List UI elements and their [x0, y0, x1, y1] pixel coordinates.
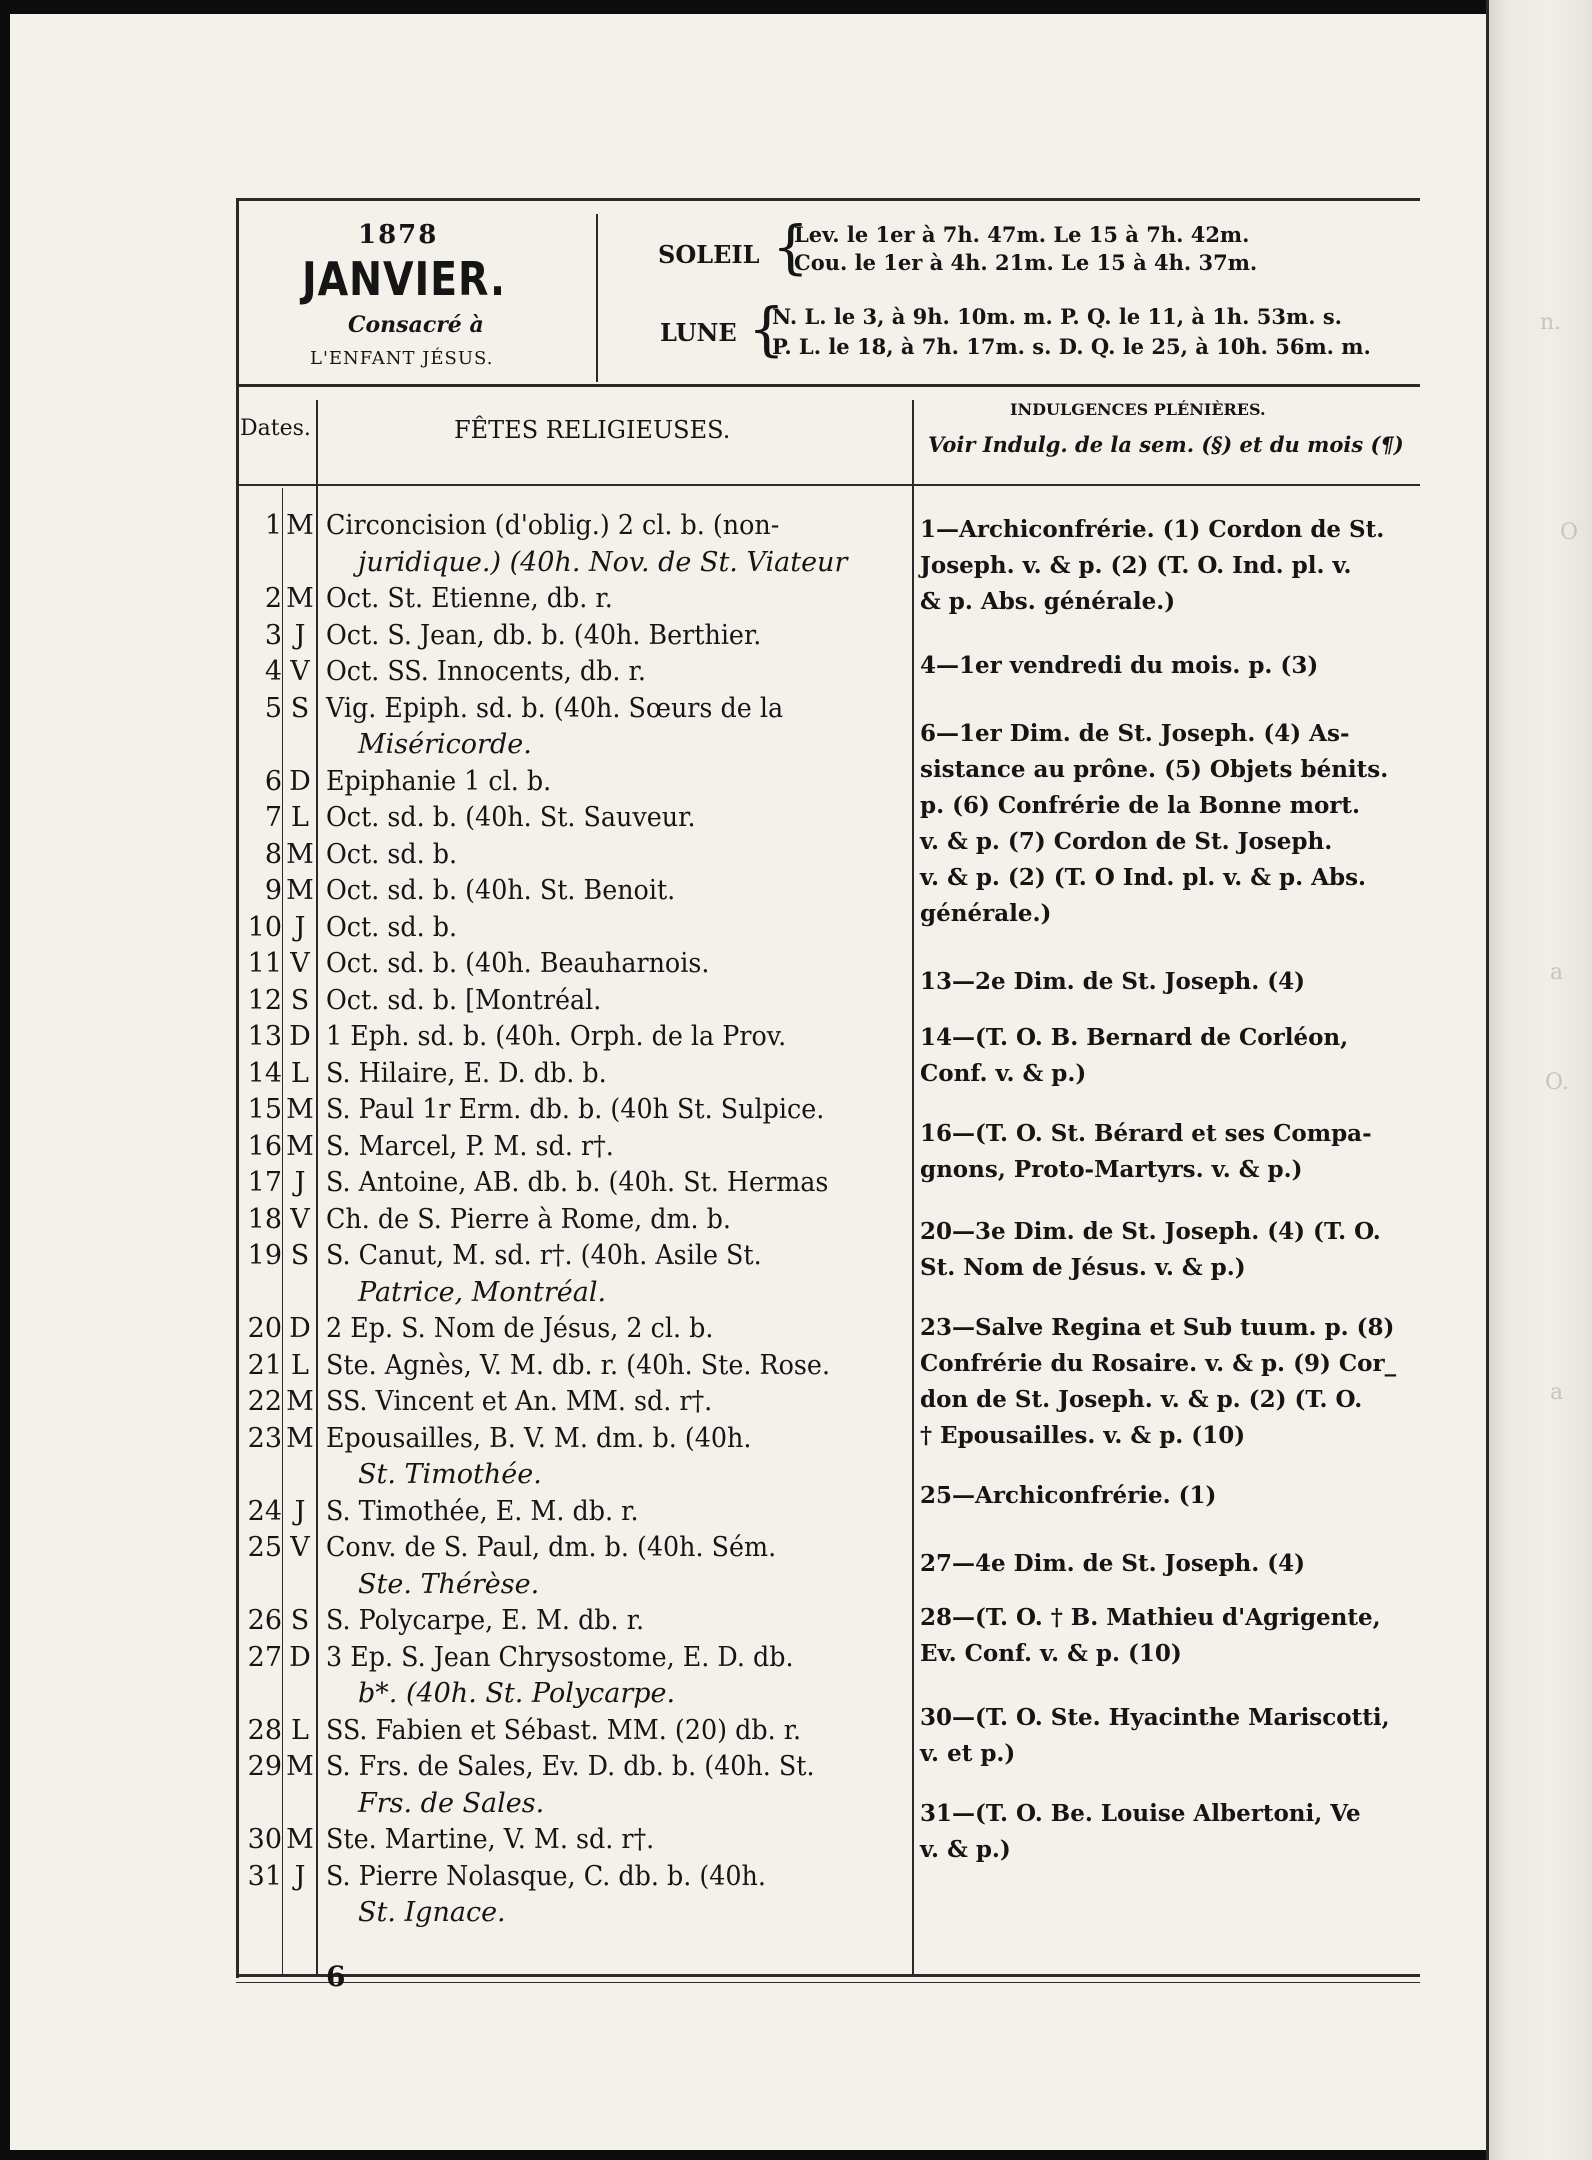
- weekday-letter: M: [286, 875, 314, 906]
- bleed-mark: a: [1550, 1380, 1564, 1405]
- weekday-letter: J: [294, 1495, 306, 1527]
- frame-bottom: [236, 1974, 1420, 1977]
- feast-text: S. Marcel, P. M. sd. r†.: [326, 1130, 614, 1162]
- weekday-letter: L: [291, 802, 309, 833]
- year: 1878: [358, 220, 439, 250]
- indulgence-line: Joseph. v. & p. (2) (T. O. Ind. pl. v.: [920, 552, 1352, 579]
- bleed-mark: O: [1560, 520, 1579, 545]
- feast-text: Oct. sd. b. (40h. St. Sauveur.: [326, 802, 696, 833]
- day-number: 22: [247, 1386, 282, 1417]
- weekday-letter: M: [286, 838, 314, 870]
- weekday-letter: M: [286, 1824, 314, 1855]
- feast-text-continuation: Frs. de Sales.: [358, 1787, 545, 1819]
- weekday-letter: M: [286, 1130, 314, 1162]
- weekday-letter: D: [289, 1641, 311, 1673]
- col-head-indul-sub: Voir Indulg. de la sem. (§) et du mois (¶): [928, 432, 1404, 457]
- day-number: 29: [247, 1751, 282, 1782]
- weekday-letter: D: [289, 1021, 311, 1052]
- feast-text: S. Paul 1r Erm. db. b. (40h St. Sulpice.: [326, 1094, 825, 1125]
- soleil-line-2: Cou. le 1er à 4h. 21m. Le 15 à 4h. 37m.: [794, 250, 1258, 275]
- day-number: 10: [247, 911, 282, 943]
- bleed-mark: O.: [1545, 1070, 1569, 1095]
- weekday-letter: L: [291, 1349, 309, 1381]
- feast-text: Ste. Martine, V. M. sd. r†.: [326, 1824, 655, 1855]
- day-number: 5: [264, 692, 282, 724]
- lune-line-1: N. L. le 3, à 9h. 10m. m. P. Q. le 11, à 1h. 53m. s.: [772, 304, 1342, 329]
- day-number: 25: [247, 1532, 282, 1563]
- feast-text: 2 Ep. S. Nom de Jésus, 2 cl. b.: [326, 1313, 714, 1344]
- weekday-letter: S: [290, 1605, 310, 1636]
- day-number: 28: [247, 1714, 282, 1746]
- feast-text: Oct. sd. b. (40h. Beauharnois.: [326, 948, 710, 979]
- feast-text: Oct. S. Jean, db. b. (40h. Berthier.: [326, 619, 762, 651]
- weekday-letter: V: [290, 1532, 310, 1563]
- indulgence-line: 16—(T. O. St. Bérard et ses Compa-: [920, 1120, 1372, 1147]
- weekday-letter: V: [290, 1203, 310, 1235]
- indulgence-line: † Epousailles. v. & p. (10): [920, 1422, 1246, 1449]
- weekday-letter: V: [290, 656, 310, 687]
- feast-text: 3 Ep. S. Jean Chrysostome, E. D. db.: [326, 1641, 794, 1673]
- indulgence-line: 27—4e Dim. de St. Joseph. (4): [920, 1550, 1306, 1577]
- indulgence-line: 4—1er vendredi du mois. p. (3): [920, 652, 1319, 679]
- feast-text-continuation: St. Ignace.: [358, 1897, 506, 1928]
- day-number: 11: [247, 948, 282, 979]
- indulgence-line: St. Nom de Jésus. v. & p.): [920, 1254, 1246, 1281]
- dedication: L'ENFANT JÉSUS.: [310, 348, 494, 369]
- day-number: 24: [247, 1495, 282, 1527]
- page-edge-line: [1486, 0, 1489, 2160]
- feast-text-continuation: Ste. Thérèse.: [358, 1568, 540, 1600]
- day-number: 3: [264, 619, 282, 651]
- feast-text-continuation: Miséricorde.: [358, 729, 532, 760]
- indulgence-line: 23—Salve Regina et Sub tuum. p. (8): [920, 1314, 1395, 1341]
- indulgence-line: v. & p.): [920, 1836, 1011, 1863]
- indulgence-line: v. et p.): [920, 1740, 1016, 1767]
- feast-text: SS. Vincent et An. MM. sd. r†.: [326, 1386, 713, 1417]
- weekday-letter: J: [294, 619, 306, 651]
- indulgence-line: générale.): [920, 900, 1052, 927]
- feast-text: S. Polycarpe, E. M. db. r.: [326, 1605, 645, 1636]
- month-title: JANVIER.: [302, 252, 506, 306]
- day-row-continuation: [238, 1895, 1418, 1931]
- weekday-letter: V: [290, 948, 310, 979]
- indulgence-line: Conf. v. & p.): [920, 1060, 1087, 1087]
- col-head-indul-title: INDULGENCES PLÉNIÈRES.: [1010, 400, 1266, 419]
- day-number: 4: [264, 656, 282, 687]
- lune-line-2: P. L. le 18, à 7h. 17m. s. D. Q. le 25, à 10h. 56m. m.: [772, 334, 1371, 359]
- frame-bottom-2: [236, 1982, 1420, 1983]
- indulgence-line: 14—(T. O. B. Bernard de Corléon,: [920, 1024, 1349, 1051]
- weekday-letter: D: [289, 1313, 311, 1344]
- indulgence-line: 28—(T. O. † B. Mathieu d'Agrigente,: [920, 1604, 1381, 1631]
- day-number: 14: [247, 1057, 282, 1089]
- feast-text: Circoncision (d'oblig.) 2 cl. b. (non-: [326, 510, 780, 541]
- indulgence-line: sistance au prône. (5) Objets bénits.: [920, 756, 1389, 783]
- bleed-mark: a: [1550, 960, 1564, 985]
- day-number: 9: [264, 875, 282, 906]
- indulgence-line: 31—(T. O. Be. Louise Albertoni, Ve: [920, 1800, 1361, 1827]
- feast-text: SS. Fabien et Sébast. MM. (20) db. r.: [326, 1714, 802, 1746]
- weekday-letter: M: [286, 1751, 314, 1782]
- day-number: 18: [247, 1203, 282, 1235]
- col-head-dates: Dates.: [240, 416, 311, 441]
- feast-text-continuation: Patrice, Montréal.: [358, 1276, 607, 1308]
- indulgence-line: Ev. Conf. v. & p. (10): [920, 1640, 1182, 1667]
- indulgence-line: 25—Archiconfrérie. (1): [920, 1482, 1217, 1509]
- lune-brace: {: [748, 295, 785, 363]
- day-number: 8: [264, 838, 282, 870]
- indulgence-line: 13—2e Dim. de St. Joseph. (4): [920, 968, 1306, 995]
- day-number: 31: [247, 1860, 282, 1892]
- day-number: 30: [247, 1824, 282, 1855]
- feast-text: S. Antoine, AB. db. b. (40h. St. Hermas: [326, 1167, 829, 1198]
- indulgence-line: & p. Abs. générale.): [920, 588, 1176, 615]
- feast-text: Oct. sd. b. [Montréal.: [326, 984, 602, 1016]
- feast-text: S. Canut, M. sd. r†. (40h. Asile St.: [326, 1240, 762, 1271]
- indulgence-line: p. (6) Confrérie de la Bonne mort.: [920, 792, 1361, 819]
- column-head-rule: [236, 484, 1420, 486]
- feast-text: Oct. St. Etienne, db. r.: [326, 583, 613, 614]
- feast-text: S. Timothée, E. M. db. r.: [326, 1495, 639, 1527]
- indulgence-line: 20—3e Dim. de St. Joseph. (4) (T. O.: [920, 1218, 1381, 1245]
- weekday-letter: M: [286, 1386, 314, 1417]
- soleil-brace: {: [772, 213, 809, 281]
- weekday-letter: S: [290, 1240, 310, 1271]
- weekday-letter: M: [286, 1094, 314, 1125]
- day-number: 12: [247, 984, 282, 1016]
- indulgence-line: v. & p. (2) (T. O Ind. pl. v. & p. Abs.: [920, 864, 1367, 891]
- weekday-letter: M: [286, 510, 314, 541]
- feast-text: Oct. SS. Innocents, db. r.: [326, 656, 646, 687]
- feast-text: S. Hilaire, E. D. db. b.: [326, 1057, 607, 1089]
- weekday-letter: L: [291, 1714, 309, 1746]
- weekday-letter: S: [290, 692, 310, 724]
- indulgence-line: gnons, Proto-Martyrs. v. & p.): [920, 1156, 1303, 1183]
- weekday-letter: J: [294, 911, 306, 943]
- day-number: 13: [247, 1021, 282, 1052]
- day-number: 21: [247, 1349, 282, 1381]
- lune-label: LUNE: [660, 318, 737, 347]
- calendar-header: [238, 200, 1418, 386]
- day-number: 19: [247, 1240, 282, 1271]
- day-number: 20: [247, 1313, 282, 1344]
- weekday-letter: J: [294, 1860, 306, 1892]
- indulgence-line: 6—1er Dim. de St. Joseph. (4) As-: [920, 720, 1350, 747]
- consacre-line: Consacré à: [348, 312, 484, 338]
- feast-text: Epiphanie 1 cl. b.: [326, 765, 552, 797]
- indulgence-line: Confrérie du Rosaire. v. & p. (9) Cor_: [920, 1350, 1397, 1377]
- col-head-fetes: FÊTES RELIGIEUSES.: [454, 416, 731, 444]
- indulgence-line: 1—Archiconfrérie. (1) Cordon de St.: [920, 516, 1385, 543]
- soleil-label: SOLEIL: [658, 240, 760, 269]
- feast-text: Epousailles, B. V. M. dm. b. (40h.: [326, 1422, 752, 1454]
- feast-text: Oct. sd. b.: [326, 911, 458, 943]
- weekday-letter: M: [286, 583, 314, 614]
- weekday-letter: L: [291, 1057, 309, 1089]
- feast-text-continuation: b*. (40h. St. Polycarpe.: [358, 1678, 676, 1709]
- day-number: 16: [247, 1130, 282, 1162]
- indulgence-line: v. & p. (7) Cordon de St. Joseph.: [920, 828, 1333, 855]
- day-number: 6: [264, 765, 282, 797]
- indulgence-line: 30—(T. O. Ste. Hyacinthe Mariscotti,: [920, 1704, 1390, 1731]
- day-number: 23: [247, 1422, 282, 1454]
- feast-text: Oct. sd. b.: [326, 838, 458, 870]
- weekday-letter: D: [289, 765, 311, 797]
- page-number: 6: [326, 1960, 346, 1993]
- feast-text: Vig. Epiph. sd. b. (40h. Sœurs de la: [326, 692, 784, 724]
- day-number: 7: [264, 802, 282, 833]
- feast-text: Ste. Agnès, V. M. db. r. (40h. Ste. Rose.: [326, 1349, 831, 1381]
- feast-text: S. Frs. de Sales, Ev. D. db. b. (40h. St.: [326, 1751, 815, 1782]
- indulgence-line: don de St. Joseph. v. & p. (2) (T. O.: [920, 1386, 1363, 1413]
- feast-text: S. Pierre Nolasque, C. db. b. (40h.: [326, 1860, 766, 1892]
- day-number: 2: [264, 583, 282, 614]
- feast-text: Ch. de S. Pierre à Rome, dm. b.: [326, 1203, 731, 1235]
- feast-text-continuation: juridique.) (40h. Nov. de St. Viateur: [358, 546, 848, 578]
- feast-text: Oct. sd. b. (40h. St. Benoit.: [326, 875, 676, 906]
- feast-text: Conv. de S. Paul, dm. b. (40h. Sém.: [326, 1532, 777, 1563]
- feast-text-continuation: St. Timothée.: [358, 1459, 542, 1490]
- weekday-letter: S: [290, 984, 310, 1016]
- day-number: 26: [247, 1605, 282, 1636]
- day-number: 15: [247, 1094, 282, 1125]
- weekday-letter: J: [294, 1167, 306, 1198]
- feast-text: 1 Eph. sd. b. (40h. Orph. de la Prov.: [326, 1021, 787, 1052]
- soleil-line-1: Lev. le 1er à 7h. 47m. Le 15 à 7h. 42m.: [794, 222, 1250, 247]
- day-number: 27: [247, 1641, 282, 1673]
- weekday-letter: M: [286, 1422, 314, 1454]
- day-number: 17: [247, 1167, 282, 1198]
- day-number: 1: [264, 510, 282, 541]
- bleed-mark: n.: [1540, 310, 1562, 335]
